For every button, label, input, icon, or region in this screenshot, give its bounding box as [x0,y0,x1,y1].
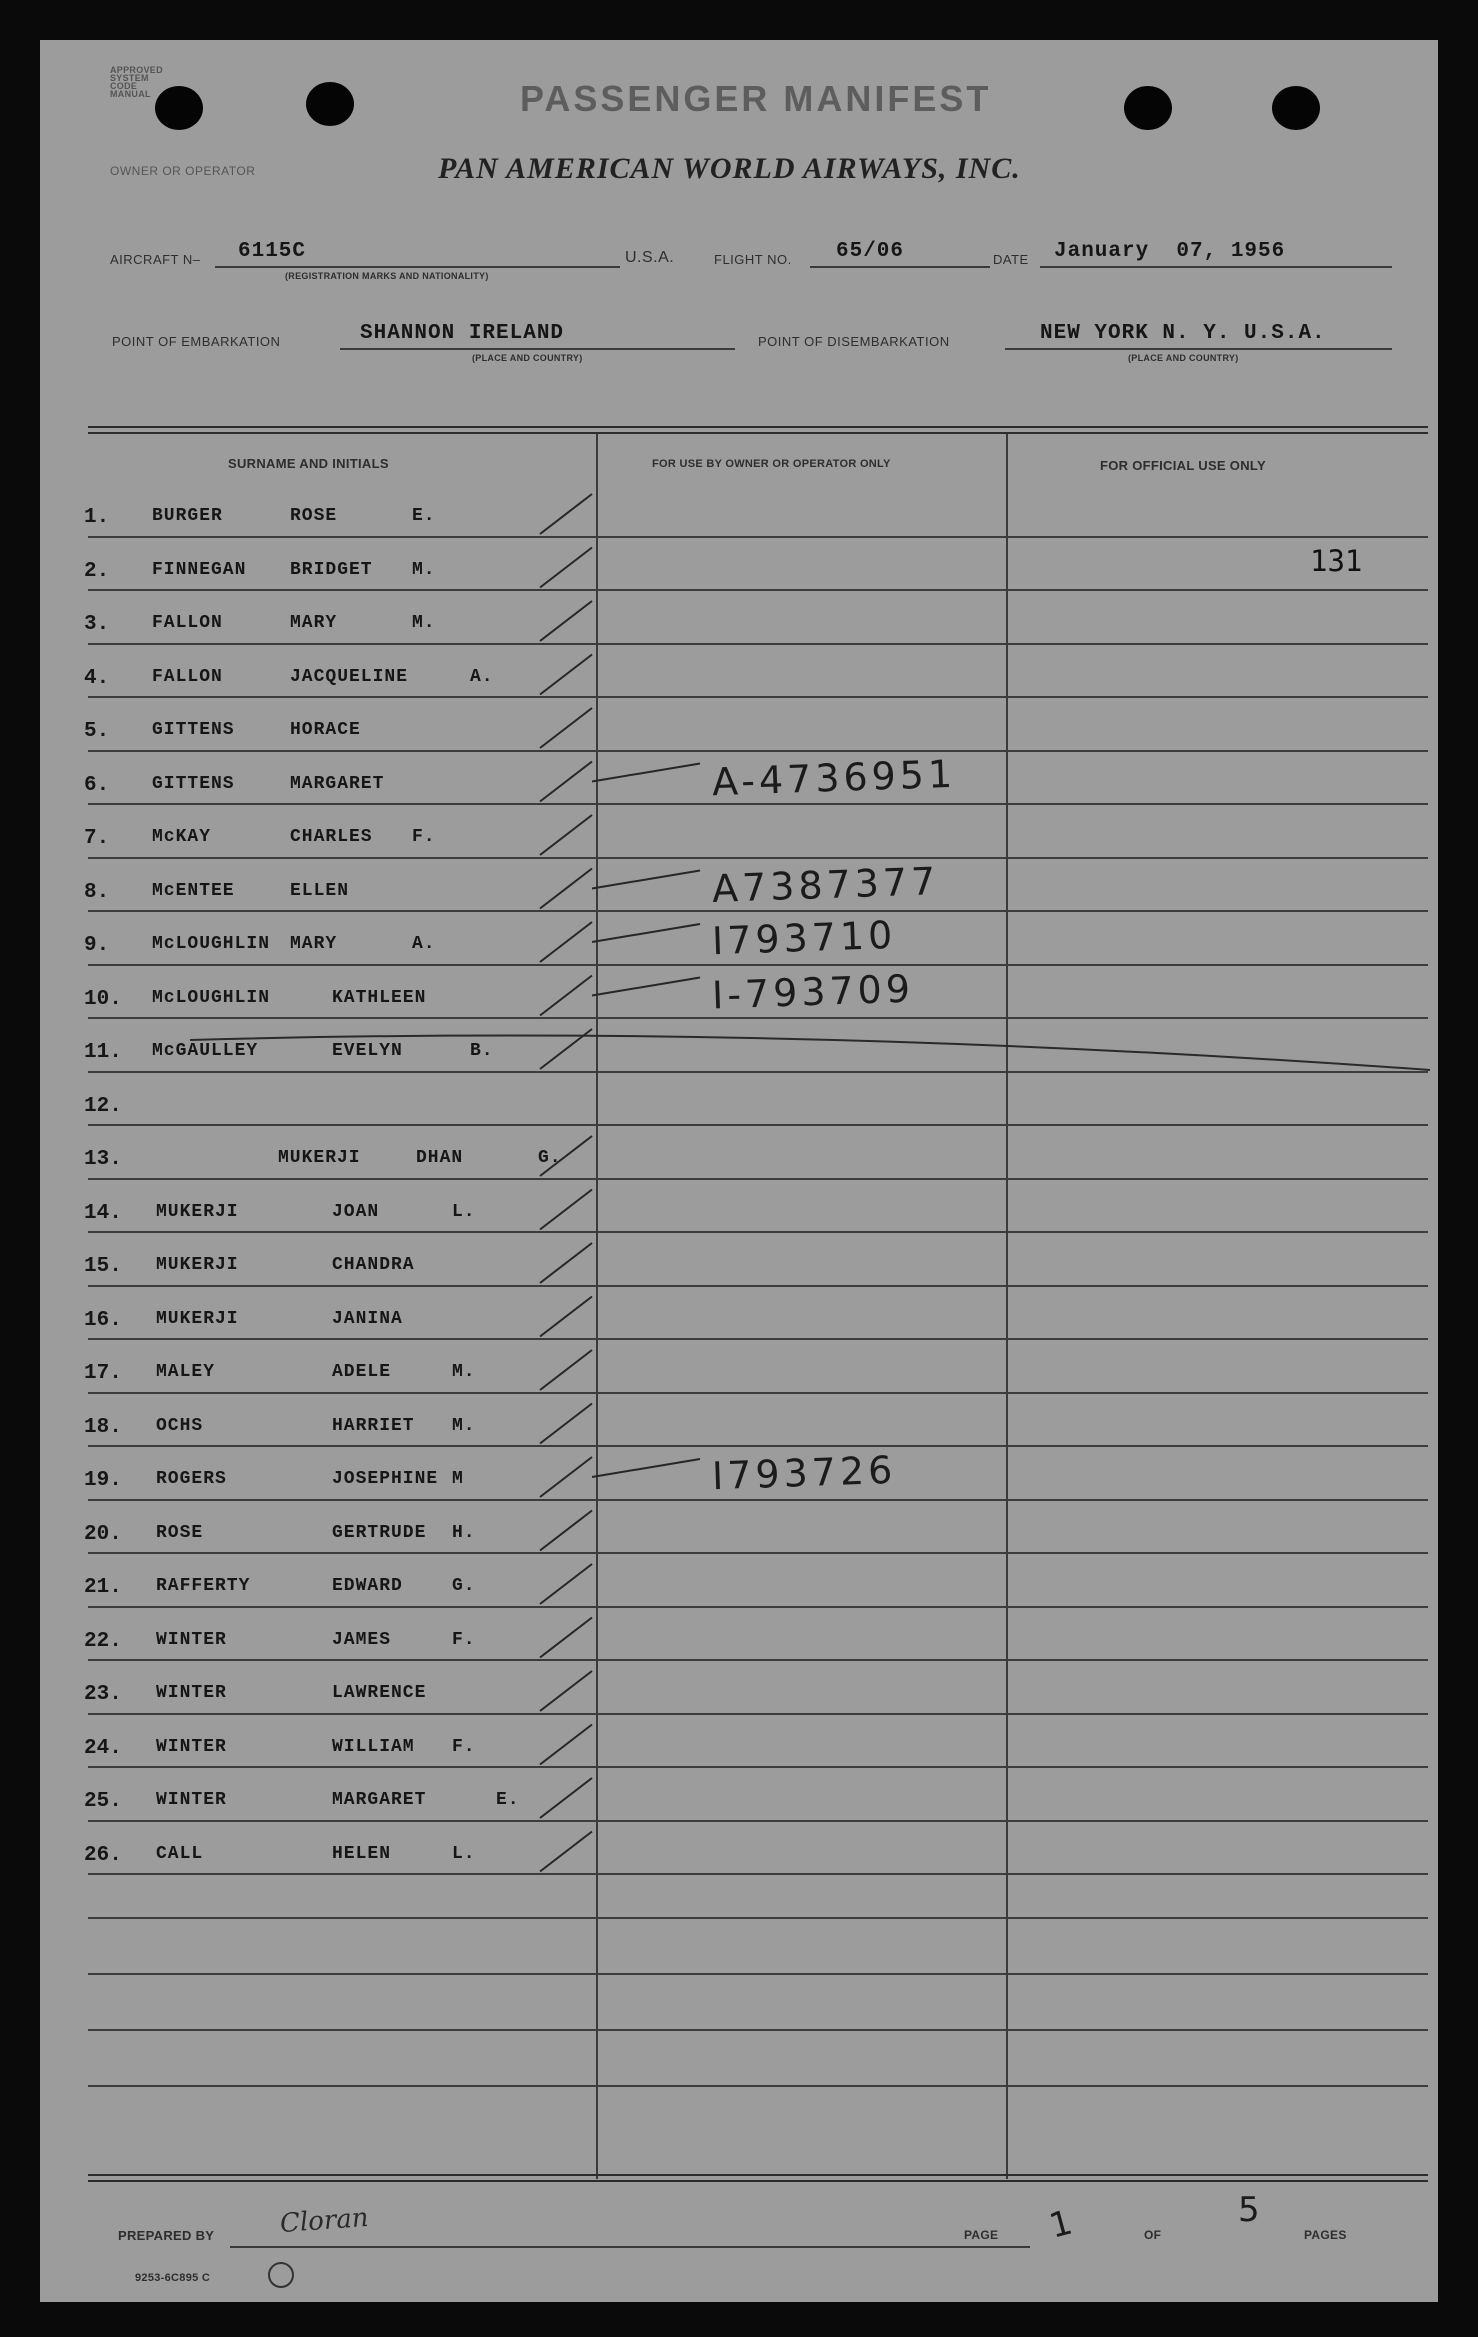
passenger-given-name: EVELYN [332,1041,403,1061]
check-stroke [540,655,592,695]
passenger-initial: M. [412,559,436,580]
passenger-given-name: MARY [290,613,338,633]
passenger-initial: H. [452,1522,476,1543]
union-bug-icon [268,2262,294,2288]
passenger-given-name: DHAN [416,1148,464,1168]
row-number: 5. [84,720,110,743]
check-stroke [540,869,592,909]
form-title: PASSENGER MANIFEST [520,78,992,119]
passenger-given-name: ADELE [332,1362,392,1382]
stamp-line-4: MANUAL [110,89,151,99]
passenger-given-name: JOAN [332,1201,380,1222]
passenger-given-name: MARY [290,934,338,954]
embark-note: (PLACE AND COUNTRY) [472,353,583,363]
passenger-initial: E. [496,1790,520,1810]
row-number: 24. [84,1736,122,1760]
row-number: 14. [84,1201,122,1225]
row-number: 9. [84,934,110,957]
check-stroke [540,1618,592,1658]
row-number: 11. [84,1041,122,1064]
passenger-initial: L. [452,1843,476,1864]
check-stroke [540,1190,592,1230]
passenger-given-name: JOSEPHINE [332,1469,439,1489]
passenger-initial: F. [452,1736,476,1757]
passenger-surname: MUKERJI [156,1201,239,1222]
row-number: 17. [84,1362,122,1385]
row-number: 10. [84,987,122,1011]
row-number: 19. [84,1469,122,1492]
check-stroke [540,1725,592,1765]
passenger-given-name: WILLIAM [332,1736,415,1757]
handwritten-id-number: A7387377 [711,858,940,911]
check-stroke [540,1671,592,1711]
row-number: 3. [84,613,110,636]
embark-value: SHANNON IRELAND [360,322,565,345]
row-number: 23. [84,1683,122,1706]
handwritten-id-number: A-4736951 [711,751,957,804]
passenger-surname: McLOUGHLIN [152,934,271,954]
col-header-official: FOR OFFICIAL USE ONLY [1100,458,1266,473]
passenger-given-name: CHARLES [290,827,373,847]
passenger-initial: M. [452,1415,476,1436]
passenger-given-name: CHANDRA [332,1255,415,1275]
row-number: 8. [84,880,110,904]
form-code: 9253-6C895 C [135,2272,211,2284]
aircraft-value: 6115C [238,240,307,263]
of-value: 5 [1238,2190,1264,2230]
row-number: 16. [84,1308,122,1332]
check-stroke [540,1350,592,1390]
row-number: 2. [84,559,110,583]
owner-value: PAN AMERICAN WORLD AIRWAYS, INC. [438,152,1021,185]
passenger-given-name: HELEN [332,1843,392,1864]
passenger-given-name: JAMES [332,1629,392,1650]
passenger-given-name: HARRIET [332,1415,415,1436]
date-label: DATE [993,252,1029,267]
handwritten-id-number: I793726 [711,1447,897,1499]
date-value: January 07, 1956 [1054,240,1286,263]
check-stroke [540,1457,592,1497]
passenger-given-name: JANINA [332,1308,403,1329]
prepared-underline [230,2246,1030,2248]
embark-label: POINT OF EMBARKATION [112,334,281,349]
passenger-surname: MALEY [156,1362,216,1382]
passenger-initial: B. [470,1041,494,1061]
passenger-initial: M [452,1469,464,1489]
row-number: 25. [84,1790,122,1813]
passenger-initial: A. [470,666,494,687]
check-stroke [540,1832,592,1872]
passenger-surname: GITTENS [152,773,235,794]
passenger-initial: G. [452,1576,476,1596]
stamp-line-1: APPROVED [110,65,163,75]
passenger-surname: MUKERJI [278,1148,361,1168]
check-stroke [540,601,592,641]
aircraft-note: (REGISTRATION MARKS AND NATIONALITY) [285,271,489,281]
link-stroke [592,871,700,889]
passenger-surname: CALL [156,1843,204,1864]
aircraft-label: AIRCRAFT N– [110,252,201,267]
passenger-surname: GITTENS [152,720,235,740]
stamp-line-3: CODE [110,81,138,91]
link-stroke [592,924,700,942]
passenger-given-name: EDWARD [332,1576,403,1596]
link-stroke [592,764,700,782]
passenger-initial: A. [412,934,436,954]
row-number: 6. [84,773,110,797]
page-value: 1 [1045,2201,1081,2247]
col-header-surname: SURNAME AND INITIALS [228,456,389,471]
passenger-surname: ROSE [156,1522,204,1543]
row-number: 26. [84,1843,122,1867]
passenger-given-name: BRIDGET [290,559,373,580]
passenger-surname: MUKERJI [156,1308,239,1329]
stamp-line-2: SYSTEM [110,73,149,83]
passenger-surname: OCHS [156,1415,204,1436]
passenger-surname: BURGER [152,506,223,526]
passenger-initial: G. [538,1148,562,1168]
passenger-surname: WINTER [156,1736,227,1757]
check-stroke [540,815,592,855]
col-header-operator: FOR USE BY OWNER OR OPERATOR ONLY [652,458,891,470]
passenger-surname: McLOUGHLIN [152,987,271,1008]
passenger-surname: McKAY [152,827,212,847]
check-stroke [540,1564,592,1604]
row-number: 22. [84,1629,122,1653]
disembark-value: NEW YORK N. Y. U.S.A. [1040,322,1326,345]
passenger-initial: L. [452,1201,476,1222]
check-stroke [540,548,592,588]
passenger-initial: F. [452,1629,476,1650]
passenger-surname: WINTER [156,1629,227,1650]
disembark-note: (PLACE AND COUNTRY) [1128,353,1239,363]
handwritten-id-number: I-793709 [711,965,915,1018]
passenger-given-name: HORACE [290,720,361,740]
passenger-given-name: MARGARET [332,1790,427,1810]
row-number: 4. [84,666,110,690]
passenger-given-name: LAWRENCE [332,1683,427,1703]
row-number: 7. [84,827,110,850]
passenger-initial: M. [412,613,436,633]
manifest-sheet [40,40,1438,2302]
passenger-surname: McENTEE [152,880,235,901]
passenger-initial: M. [452,1362,476,1382]
row-number: 13. [84,1148,122,1171]
page-label: PAGE [964,2228,999,2242]
passenger-given-name: ELLEN [290,880,350,901]
passenger-surname: WINTER [156,1683,227,1703]
passenger-surname: FALLON [152,613,223,633]
passenger-given-name: KATHLEEN [332,987,427,1008]
check-stroke [540,494,592,534]
link-stroke [592,978,700,996]
pages-label: PAGES [1304,2228,1347,2242]
usa-label: U.S.A. [625,249,675,266]
of-label: OF [1144,2228,1162,2242]
check-stroke [540,1297,592,1337]
passenger-initial: E. [412,506,436,526]
row-number: 12. [84,1094,122,1118]
check-stroke [540,1404,592,1444]
pen-strokes-layer [40,40,1438,2302]
passenger-surname: FALLON [152,666,223,687]
row-12-strikethrough [190,1035,1430,1070]
passenger-surname: FINNEGAN [152,559,247,580]
row-number: 21. [84,1576,122,1599]
prepared-label: PREPARED BY [118,2228,215,2243]
check-stroke [540,976,592,1016]
row-number: 18. [84,1415,122,1439]
passenger-surname: RAFFERTY [156,1576,251,1596]
link-stroke [592,1459,700,1477]
row-number: 20. [84,1522,122,1546]
handwritten-id-number: I793710 [711,912,897,964]
passenger-surname: MUKERJI [156,1255,239,1275]
passenger-given-name: JACQUELINE [290,666,409,687]
check-stroke [540,1136,592,1176]
passenger-given-name: ROSE [290,506,338,526]
check-stroke [540,1511,592,1551]
check-stroke [540,1778,592,1818]
passenger-surname: WINTER [156,1790,227,1810]
passenger-given-name: GERTRUDE [332,1522,427,1543]
official-mark: 131 [1310,544,1363,578]
row-number: 1. [84,506,110,529]
check-stroke [540,1243,592,1283]
check-stroke [540,922,592,962]
passenger-given-name: MARGARET [290,773,385,794]
check-stroke [540,762,592,802]
passenger-surname: ROGERS [156,1469,227,1489]
row-number: 15. [84,1255,122,1278]
passenger-surname: McGAULLEY [152,1041,259,1061]
flight-value: 65/06 [836,240,905,263]
disembark-label: POINT OF DISEMBARKATION [758,334,950,349]
check-stroke [540,708,592,748]
prepared-signature: Cloran [279,2202,370,2240]
flight-label: FLIGHT NO. [714,252,792,267]
table-bottom-rule [88,2174,1428,2182]
passenger-initial: F. [412,827,436,847]
owner-label: OWNER OR OPERATOR [110,164,256,178]
